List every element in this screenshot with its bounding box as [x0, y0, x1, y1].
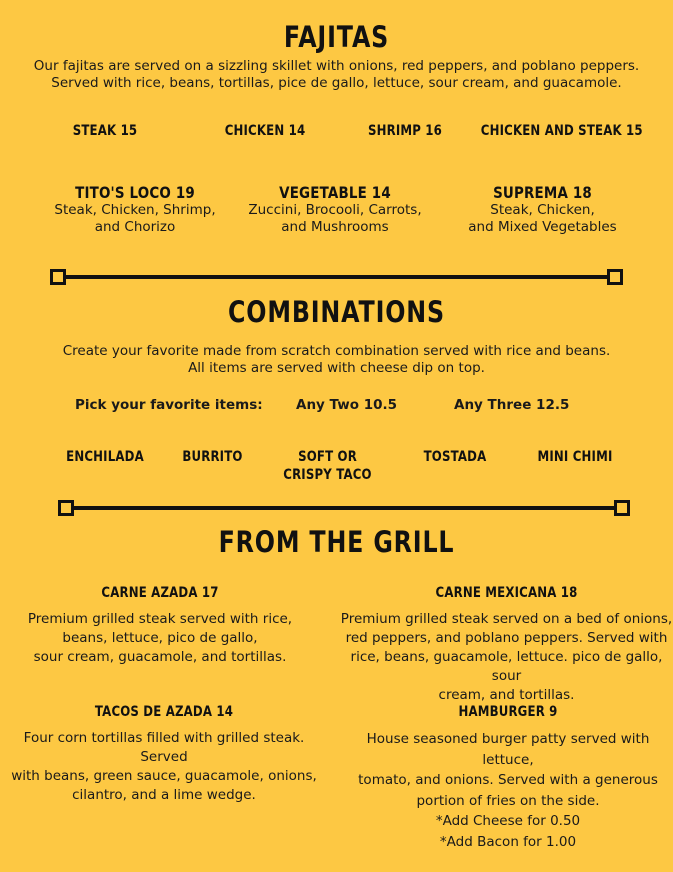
section-divider — [50, 268, 623, 286]
item-addon-bacon: *Add Bacon for 1.00 — [439, 833, 577, 850]
special-desc-line2: and Mixed Vegetables — [468, 219, 617, 235]
special-desc-line2: and Mushrooms — [281, 219, 389, 235]
item-carne-mexicana — [340, 585, 673, 705]
divider-bar — [58, 275, 615, 279]
fajitas-intro-line2: Served with rice, beans, tortillas, pice de gallo, lettuce, sour cream, and guacamole. — [51, 75, 622, 91]
divider-bar — [66, 506, 622, 510]
special-name: SUPREMA 18 — [493, 183, 592, 202]
special-vegetable — [230, 183, 440, 236]
combo-taco-line1: SOFT OR — [298, 449, 357, 465]
item-desc-line: cilantro, and a lime wedge. — [72, 787, 256, 803]
combo-taco-line2: CRISPY TACO — [283, 467, 372, 483]
item-desc-line: with beans, green sauce, guacamole, onions, — [11, 768, 317, 784]
combo-enchilada: ENCHILADA — [66, 449, 144, 465]
item-carne-azada — [15, 585, 305, 667]
special-name: VEGETABLE 14 — [279, 183, 391, 202]
combinations-intro-line1: Create your favorite made from scratch combination served with rice and beans. — [62, 343, 611, 359]
item-name: TACOS DE AZADA 14 — [94, 704, 234, 720]
special-desc-line1: Zuccini, Brocooli, Carrots, — [248, 202, 422, 218]
fajitas-intro-line1: Our fajitas are served on a sizzling skillet with onions, red peppers, and poblano peppers. — [33, 58, 640, 74]
special-name: TITO'S LOCO 19 — [75, 183, 195, 202]
special-desc-line2: and Chorizo — [94, 219, 176, 235]
combo-soft-or-crispy-taco — [270, 449, 385, 483]
combo-tostada: TOSTADA — [423, 449, 487, 465]
fajita-shrimp: SHRIMP 16 — [367, 123, 443, 139]
item-desc-line: Premium grilled steak served on a bed of onions, — [340, 611, 673, 627]
special-desc-line1: Steak, Chicken, — [490, 202, 595, 218]
item-desc-line: cream, and tortillas. — [438, 687, 575, 703]
pick-label: Pick your favorite items: — [75, 397, 263, 413]
combo-burrito: BURRITO — [182, 449, 243, 465]
item-name: HAMBURGER 9 — [458, 704, 558, 720]
item-desc-line: sour cream, guacamole, and tortillas. — [33, 649, 287, 665]
item-name: CARNE MEXICANA 18 — [435, 585, 578, 601]
grill-title: FROM THE GRILL — [218, 525, 455, 559]
item-desc-line: rice, beans, guacamole, lettuce. pico de gallo, sour — [350, 649, 663, 684]
item-addon-cheese: *Add Cheese for 0.50 — [435, 813, 581, 829]
fajitas-title: FAJITAS — [283, 20, 390, 54]
fajita-chicken-and-steak: CHICKEN AND STEAK 15 — [480, 123, 643, 139]
special-suprema — [440, 183, 645, 236]
combinations-intro-line2: All items are served with cheese dip on top. — [188, 360, 485, 376]
any-three-price: Any Three 12.5 — [454, 397, 570, 413]
item-name: CARNE AZADA 17 — [101, 585, 219, 601]
section-divider — [58, 499, 630, 517]
fajita-chicken: CHICKEN 14 — [224, 123, 306, 139]
item-desc-line: tomato, and onions. Served with a generous — [358, 772, 658, 788]
fajita-steak: STEAK 15 — [72, 123, 138, 139]
special-desc-line1: Steak, Chicken, Shrimp, — [54, 202, 216, 218]
item-desc-line: Four corn tortillas filled with grilled steak. Served — [23, 730, 305, 765]
divider-cap-right — [614, 500, 630, 516]
fajitas-intro — [0, 58, 673, 92]
combo-mini-chimi: MINI CHIMI — [537, 449, 613, 465]
item-desc-line: red peppers, and poblano peppers. Served with — [345, 630, 668, 646]
item-hamburger — [343, 704, 673, 852]
item-desc-line: portion of fries on the side. — [416, 792, 600, 809]
divider-cap-left — [58, 500, 74, 516]
item-desc-line: House seasoned burger patty served with lettuce, — [366, 731, 650, 768]
item-tacos-de-azada — [8, 704, 320, 805]
special-titos-loco — [30, 183, 240, 236]
combinations-intro — [0, 343, 673, 377]
any-two-price: Any Two 10.5 — [296, 397, 398, 413]
divider-cap-right — [607, 269, 623, 285]
combinations-title: COMBINATIONS — [228, 295, 445, 329]
divider-cap-left — [50, 269, 66, 285]
item-desc-line: beans, lettuce, pico de gallo, — [62, 630, 258, 646]
item-desc-line: Premium grilled steak served with rice, — [27, 611, 293, 627]
